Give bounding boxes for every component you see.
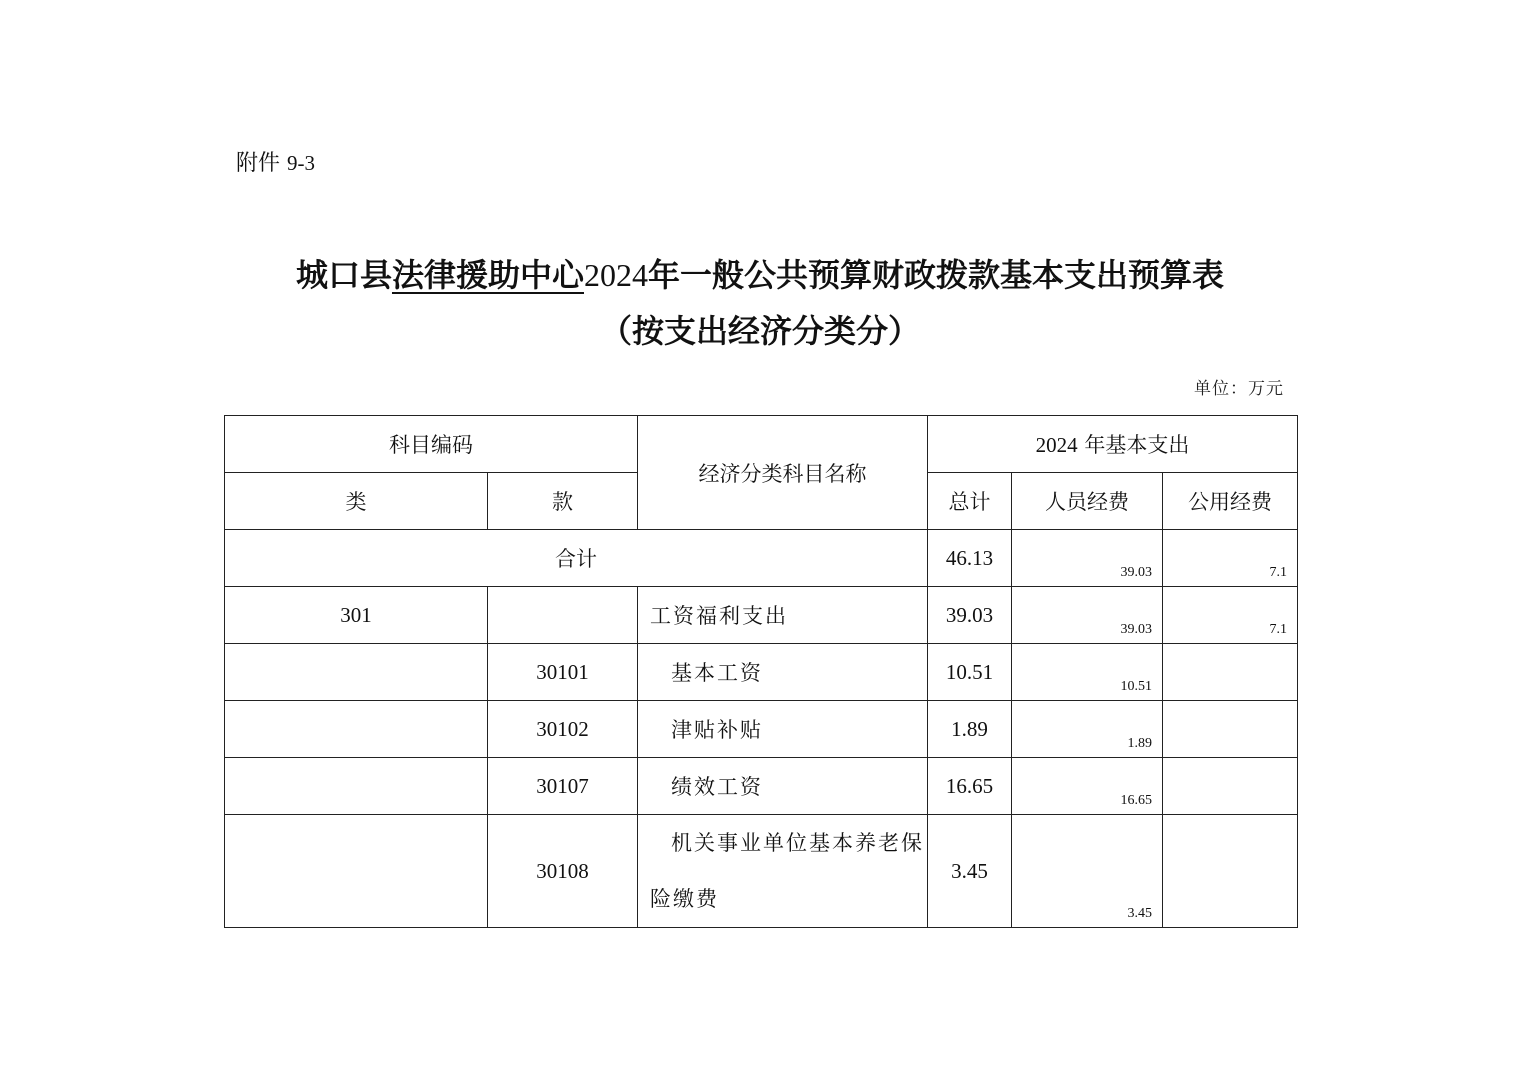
row-total: 1.89 [928, 701, 1012, 758]
page-title [200, 250, 1320, 296]
row-item: 30107 [488, 758, 638, 815]
header-code: 科目编码 [225, 416, 638, 473]
row-personnel: 3.45 [1127, 906, 1152, 921]
summary-public: 7.1 [1269, 565, 1287, 580]
row-name: 绩效工资 [638, 758, 928, 815]
summary-personnel: 39.03 [1120, 565, 1152, 580]
summary-public-cell [1163, 530, 1298, 587]
header-public: 公用经费 [1163, 473, 1298, 530]
row-name-line-2: 险缴费 [650, 887, 719, 911]
header-total: 总计 [928, 473, 1012, 530]
header-item: 款 [488, 473, 638, 530]
row-item: 30108 [488, 815, 638, 928]
summary-total: 46.13 [928, 530, 1012, 587]
title-unit-name: 法律援助中心 [391, 256, 584, 294]
row-category [225, 701, 488, 758]
row-name-line-1: 机关事业单位基本养老保 [671, 831, 924, 855]
title-suffix: 年一般公共预算财政拨款基本支出预算表 [648, 256, 1225, 294]
row-personnel: 39.03 [1120, 622, 1152, 637]
row-total: 3.45 [928, 815, 1012, 928]
header-year-number: 2024 [1035, 433, 1078, 457]
row-public-cell [1163, 758, 1298, 815]
summary-personnel-cell [1012, 530, 1163, 587]
row-public-cell [1163, 644, 1298, 701]
budget-table [224, 415, 1298, 928]
row-name: 基本工资 [638, 644, 928, 701]
row-item: 30101 [488, 644, 638, 701]
table-row [225, 701, 1298, 758]
header-category: 类 [225, 473, 488, 530]
table-row [225, 644, 1298, 701]
table-row [225, 815, 1298, 928]
summary-label: 合计 [225, 530, 928, 587]
title-year: 2024 [584, 257, 648, 293]
attachment-number: 9-3 [287, 151, 316, 175]
page-subtitle: （按支出经济分类分） [599, 312, 920, 350]
row-category [225, 758, 488, 815]
row-category [225, 644, 488, 701]
row-item: 30102 [488, 701, 638, 758]
row-personnel-cell [1012, 815, 1163, 928]
table-row [225, 587, 1298, 644]
table-row [225, 758, 1298, 815]
row-personnel: 1.89 [1127, 736, 1152, 751]
header-year-suffix: 年基本支出 [1077, 433, 1190, 457]
summary-row [225, 530, 1298, 587]
row-category: 301 [225, 587, 488, 644]
row-total: 16.65 [928, 758, 1012, 815]
header-row-1 [225, 416, 1298, 473]
row-personnel-cell [1012, 587, 1163, 644]
row-name [638, 815, 928, 928]
header-personnel: 人员经费 [1012, 473, 1163, 530]
row-name: 津贴补贴 [638, 701, 928, 758]
row-total: 10.51 [928, 644, 1012, 701]
row-public: 7.1 [1269, 622, 1287, 637]
attachment-text: 附件 [236, 151, 281, 176]
row-personnel: 10.51 [1120, 679, 1152, 694]
row-item [488, 587, 638, 644]
row-public-cell [1163, 701, 1298, 758]
row-public-cell [1163, 815, 1298, 928]
row-name: 工资福利支出 [638, 587, 928, 644]
header-year [928, 416, 1298, 473]
attachment-label [236, 146, 315, 177]
unit-label: 单位：万元 [1194, 379, 1284, 399]
row-public-cell [1163, 587, 1298, 644]
row-personnel-cell [1012, 644, 1163, 701]
header-name: 经济分类科目名称 [638, 416, 928, 530]
row-category [225, 815, 488, 928]
title-prefix: 城口县 [295, 256, 392, 294]
row-total: 39.03 [928, 587, 1012, 644]
row-personnel-cell [1012, 701, 1163, 758]
row-personnel-cell [1012, 758, 1163, 815]
row-personnel: 16.65 [1120, 793, 1152, 808]
